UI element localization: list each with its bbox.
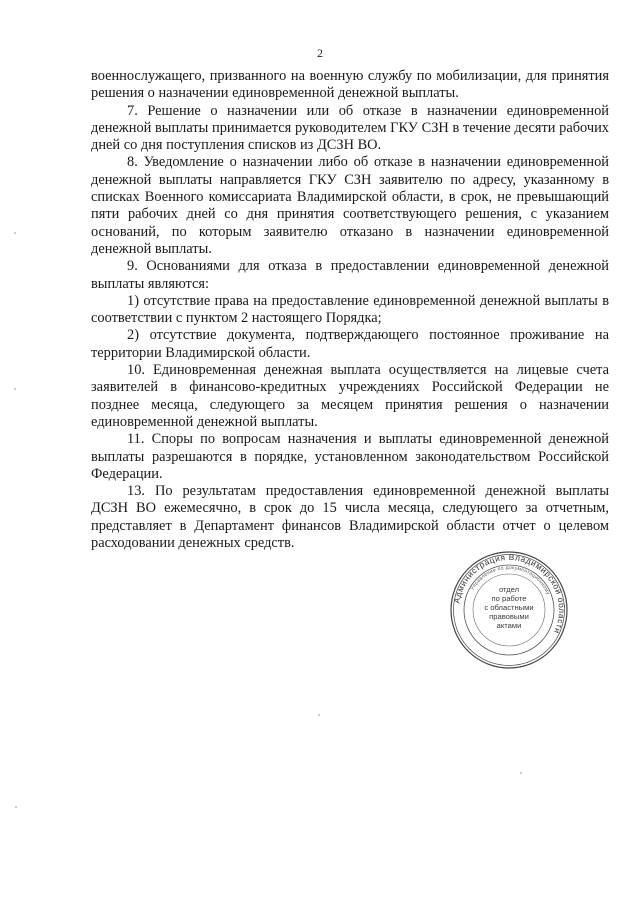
paragraph-11: 11. Споры по вопросам назначения и выплаты единовременной денежной выплаты разрешаются в порядке, установленном законодательством Российской Федерации. xyxy=(91,431,609,482)
stamp-line: правовыми xyxy=(489,612,529,621)
stamp-line: с областными xyxy=(484,603,534,612)
page-number: 2 xyxy=(317,46,323,60)
stamp-line: отдел xyxy=(498,585,520,594)
paragraph-continuation: военнослужащего, призванного на военную службу по мобилизации, для принятия решения о назначении единовременной денежной выплаты. xyxy=(91,68,609,102)
paragraph-8: 8. Уведомление о назначении либо об отказе в назначении единовременной денежной выплаты направляется ГКУ СЗН заявителю по адресу, указанному в списках Военного комиссариата Владимирской области, в срок, не превышающий пяти рабочих дней со дня принятия соответствующего решения, с указанием оснований, по которым заявителю отказано в назначении единовременной денежной выплаты. xyxy=(91,154,609,257)
stamp-center-text xyxy=(464,585,554,630)
stamp-line: по работе xyxy=(491,594,527,603)
paragraph-9-item-2: 2) отсутствие документа, подтверждающего постоянное проживание на территории Владимирской области. xyxy=(91,327,609,361)
scan-speck xyxy=(14,388,16,390)
stamp-outer-text: Администрация Владимирской области xyxy=(451,551,568,636)
paragraph-10: 10. Единовременная денежная выплата осуществляется на лицевые счета заявителей в финансово-кредитных учреждениях Российской Федерации не позднее месяца, следующего за месяцем принятия решения о назначении единовременной денежной выплаты. xyxy=(91,362,609,430)
paragraph-13: 13. По результатам предоставления единовременной денежной выплаты ДСЗН ВО ежемесячно, в срок до 15 числа месяца, следующего за отчетным, представляет в Департамент финансов Владимирской области отчет о целевом расходовании денежных средств. xyxy=(91,483,609,552)
scan-speck xyxy=(520,772,522,774)
official-stamp xyxy=(448,549,570,671)
stamp-inner-ring-text: Управление по документационному xyxy=(469,564,551,596)
stamp-line: актами xyxy=(496,621,522,630)
scan-speck xyxy=(15,806,17,808)
scan-speck xyxy=(14,232,16,234)
scan-speck xyxy=(318,714,320,716)
paragraph-9: 9. Основаниями для отказа в предоставлении единовременной денежной выплаты являются: xyxy=(91,258,609,292)
paragraph-7: 7. Решение о назначении или об отказе в назначении единовременной денежной выплаты принимается руководителем ГКУ СЗН в течение десяти рабочих дней со дня поступления списков из ДСЗН ВО. xyxy=(91,102,609,154)
document-body xyxy=(91,68,609,552)
paragraph-9-item-1: 1) отсутствие права на предоставление единовременной денежной выплаты в соответствии с пунктом 2 настоящего Порядка; xyxy=(91,292,609,327)
